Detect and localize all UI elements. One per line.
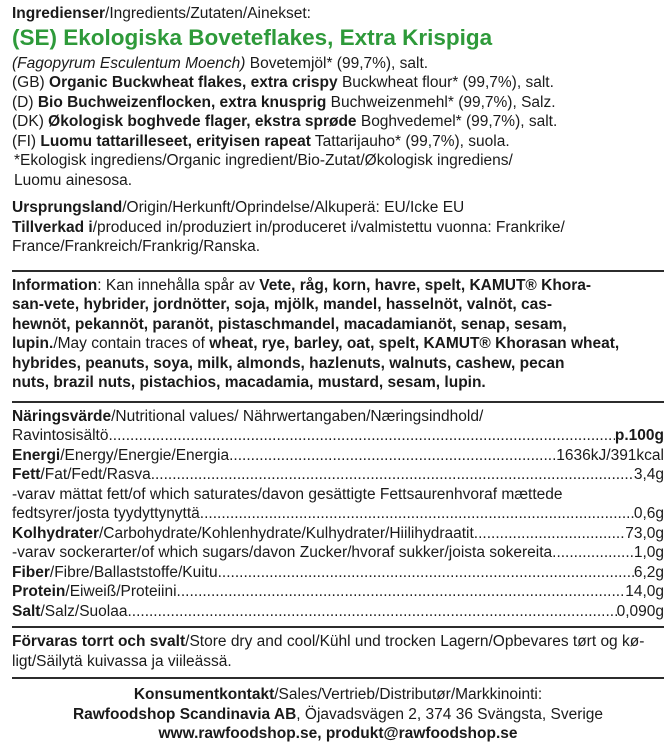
allergen-text: Information [12,276,98,294]
nutrient-name-rest: /Carbohydrate/Kohlenhydrate/Kulhydrater/Hiilihydraatit [99,524,474,542]
allergen-text: lupin. [12,335,54,352]
nutrient-name-rest: /Fat/Fedt/Rasva [40,466,151,483]
produced-label: Tillverkad i [12,218,93,236]
nutrition-section [12,401,664,622]
nutrient-name-rest: /Energy/Energie/Energia [60,446,230,464]
ingredient-line-gb [12,73,664,93]
nutrient-name [12,524,474,544]
nutrition-row [12,485,664,505]
ingredient-line-se [12,54,664,74]
nutrition-row [12,543,664,563]
nutrient-name-rest: /Salz/Suolaa [40,602,128,620]
allergen-text: hybrides, peanuts, soya, milk, almonds, hazlenuts, walnuts, cashew, pecan [12,354,565,372]
nutrition-row [12,582,664,602]
allergen-text: /May contain traces of [53,335,210,352]
ingredients-de: Buchweizenmehl* (99,7%), Salz. [326,93,556,111]
allergen-text: san-vete, hybrider, jordnötter, soja, mjölk, mandel, hasselnöt, valnöt, cas- [12,296,553,313]
company-address: , Öjavadsvägen 2, 374 36 Svängsta, Sverige [296,705,604,723]
nutrient-value: 0,6g [633,505,664,522]
organic-footnote-cont: Luomu ainesosa. [14,171,133,189]
nutrition-row [12,563,664,583]
nutrient-name-bold: Salt [12,602,41,620]
storage-text: /Store dry and cool/Kühl und trocken Lagern/Opbevares tørt og kø- [185,633,645,650]
organic-footnote: *Ekologisk ingrediens/Organic ingredient/Bio-Zutat/Økologisk ingrediens/ [14,152,513,169]
lang-code: (D) [12,93,38,111]
allergen-text: nuts, brazil nuts, pistachios, macadamia, mustard, sesam, lupin. [12,374,486,391]
nutrition-heading-rest: /Nutritional values/ Nährwertangaben/Næringsindhold/ [111,407,484,425]
nutrition-heading-bold: Näringsvärde [12,407,112,425]
produced-value: /produced in/produziert in/produceret i/valmistettu vuonna: Frankrike/ [92,218,565,236]
company-line [12,705,664,725]
dot-leader [177,582,626,602]
nutrient-name [12,582,177,602]
dot-leader [127,602,616,622]
nutrient-name-rest: fedtsyrer/josta tyydyttynyttä [12,505,200,522]
produced-line [12,218,664,238]
nutrient-name [12,504,200,524]
nutrient-name [12,602,127,622]
allergen-line [12,373,664,393]
dot-leader [552,543,634,563]
allergen-section [12,270,664,393]
ingredients-fi: Tattarijauho* (99,7%), suola. [310,132,510,150]
nutrient-name [12,563,218,583]
web-email-line: www.rawfoodshop.se, produkt@rawfoodshop.se [158,725,518,742]
storage-line-cont: ligt/Säilytä kuivassa ja viileässä. [12,652,232,670]
per-100g: p.100g [614,427,664,444]
allergen-text: wheat, rye, barley, oat, spelt, KAMUT® Khorasan wheat, [209,335,620,352]
ingredients-dk: Boghvedemel* (99,7%), salt. [356,113,558,130]
allergen-text: : Kan innehålla spår av [97,276,260,294]
nutrient-name [12,543,552,563]
ingredient-line-de [12,93,664,113]
lang-code: (DK) [12,113,49,130]
nutrition-table [12,446,664,622]
nutrient-name-bold: Energi [12,446,61,464]
allergen-text: Vete, råg, korn, havre, spelt, KAMUT® Khora- [259,276,592,294]
nutrition-row [12,465,664,485]
nutrient-name-bold: Fett [12,466,41,483]
nutrient-value: 6,2g [633,563,664,581]
ingredients-gb: Buckwheat flour* (99,7%), salt. [337,74,554,91]
dot-leader [151,465,634,485]
nutrition-row [12,524,664,544]
nutrient-value: 14,0g [625,583,664,600]
nutrition-per-row [12,426,664,446]
product-name-fi: Luomu tattarilleseet, erityisen rapeat [40,132,311,150]
nutrient-name [12,485,563,505]
nutrient-name-bold: Kolhydrater [12,524,99,542]
origin-label: Ursprungsland [12,199,123,216]
nutrient-name-rest: -varav sockerarter/of which sugars/davon Zucker/hvoraf sukker/joista sokereita [12,544,553,561]
nutrient-name-rest: -varav mättat fett/of which saturates/davon gesättigte Fettsaurenhvoraf mættede [12,485,563,503]
dot-leader [229,446,556,466]
storage-section [12,626,664,671]
origin-line [12,198,664,218]
dot-leader [200,504,634,524]
contact-section [12,677,664,744]
allergen-line [12,315,664,335]
nutrient-name [12,446,229,466]
nutrition-heading-fi: Ravintosisältö [12,427,109,444]
product-name-dk: Økologisk boghvede flager, ekstra sprøde [48,113,357,130]
dot-leader [218,563,634,583]
contact-label: Konsumentkontakt [133,686,275,703]
nutrient-value: 1,0g [633,544,664,561]
nutrient-value: 1636kJ/391kcal [556,446,664,464]
lang-code: (FI) [12,132,41,150]
nutrition-row [12,504,664,524]
nutrient-value: 0,090g [616,602,664,620]
ingredients-heading [12,4,664,24]
storage-label: Förvaras torrt och svalt [12,633,186,650]
nutrient-value: 3,4g [633,466,664,483]
allergen-line [12,295,664,315]
allergen-text: hewnöt, pekannöt, paranöt, pistaschmandel, macadamianöt, senap, sesam, [12,315,567,333]
ingredients-section [12,4,664,190]
company-name: Rawfoodshop Scandinavia AB [72,705,297,723]
allergen-info [12,276,664,393]
product-title: (SE) Ekologiska Boveteflakes, Extra Krispiga [12,24,493,50]
product-name-de: Bio Buchweizenflocken, extra knusprig [37,93,327,111]
latin-name: (Fagopyrum Esculentum Moench) [12,54,246,72]
nutrient-name-bold: Fiber [12,563,50,581]
nutrition-row [12,446,664,466]
se-ingredients: Bovetemjöl* (99,7%), salt. [245,54,429,72]
nutrition-row [12,602,664,622]
nutrient-name-rest: /Fibre/Ballaststoffe/Kuitu [49,563,218,581]
produced-line-cont: France/Frankreich/Frankrig/Ranska. [12,238,261,255]
allergen-line [12,334,664,354]
origin-value: /Origin/Herkunft/Oprindelse/Alkuperä: EU/Icke EU [122,199,465,216]
nutrient-name-bold: Protein [12,583,66,600]
storage-line [12,632,664,652]
ingredient-line-dk [12,112,664,132]
product-name-gb: Organic Buckwheat flakes, extra crispy [49,74,338,91]
nutrition-heading [12,407,664,427]
ingredients-heading-rest: /Ingredients/Zutaten/Ainekset: [105,5,311,22]
contact-label-rest: /Sales/Vertrieb/Distributør/Markkinointi: [274,686,543,703]
nutrient-name [12,465,151,485]
ingredients-heading-bold: Ingredienser [12,5,106,22]
nutrient-name-rest: /Eiweiß/Proteiini [65,583,177,600]
ingredient-line-fi [12,132,664,152]
nutrient-value: 73,0g [625,524,664,542]
lang-code: (GB) [12,74,50,91]
allergen-line [12,276,664,296]
allergen-line [12,354,664,374]
origin-section [12,198,664,257]
dot-leader [474,524,625,544]
